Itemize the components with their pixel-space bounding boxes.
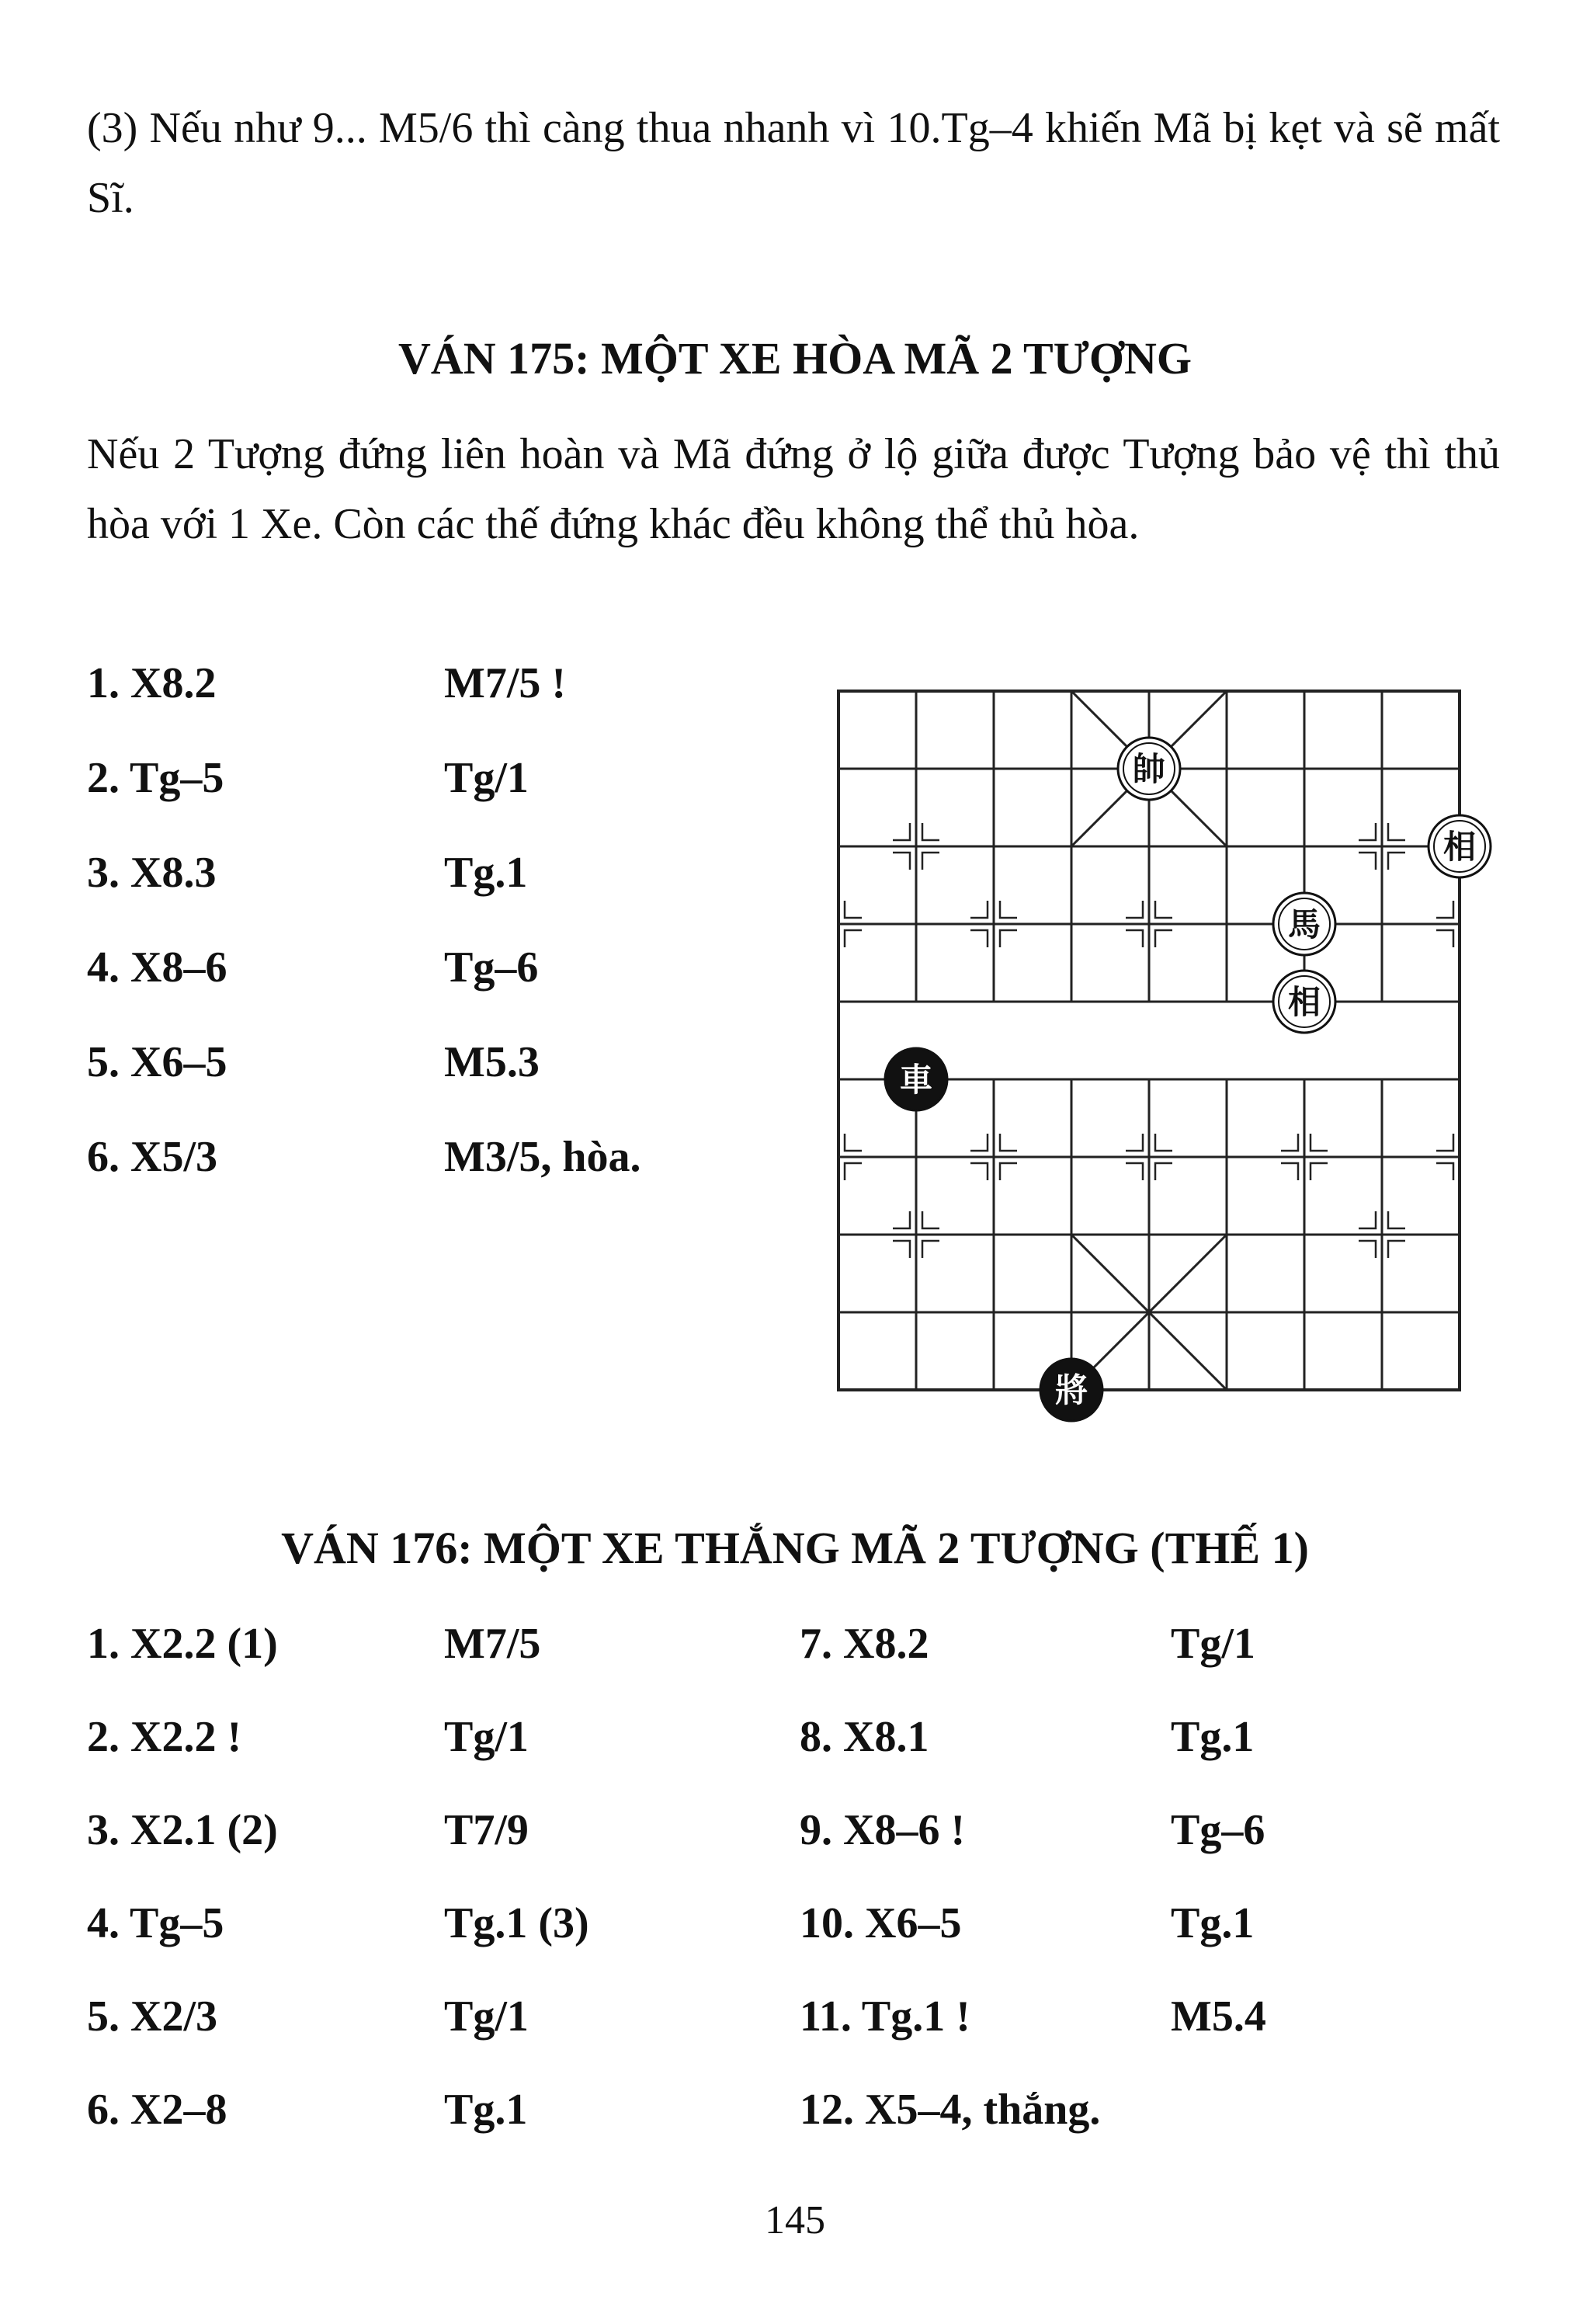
position-marker [1388,853,1405,870]
position-marker [970,901,988,918]
position-marker [845,1163,862,1180]
red-elephant-label: 相 [1287,983,1321,1021]
position-marker [1155,930,1172,947]
position-marker [970,1163,988,1180]
game-175-title: VÁN 175: MỘT XE HÒA MÃ 2 TƯỢNG [398,333,1192,384]
position-marker [1388,1211,1405,1228]
move-white: 5. X2/3 [87,1992,217,2041]
move-white: 6. X2–8 [87,2086,227,2134]
position-marker [1281,1163,1298,1180]
xiangqi-board [823,676,1506,1444]
position-marker [1436,930,1453,947]
position-marker [1281,1134,1298,1151]
position-marker [845,930,862,947]
game-175-description: Nếu 2 Tượng đứng liên hoàn và Mã đứng ở lộ giữa được Tượng bảo vệ thì thủ hòa với 1 Xe. Còn các thế đứng khác đều không thể thủ hòa. [87,430,1500,548]
move-white: 5. X6–5 [87,1038,227,1086]
position-marker [1000,930,1017,947]
move-black: M5.3 [444,1038,540,1086]
position-marker [1126,930,1143,947]
move-white: 1. X2.2 (1) [87,1620,278,1668]
position-marker [970,930,988,947]
move-black: Tg.1 [444,849,528,897]
position-marker [1359,823,1376,840]
position-marker [970,1134,988,1151]
position-marker [893,1241,910,1258]
position-marker [1359,853,1376,870]
move-black: Tg.1 [1171,1713,1255,1761]
position-marker [845,901,862,918]
move-white: 6. X5/3 [87,1133,217,1181]
move-black: Tg/1 [444,1992,529,2041]
position-marker [922,1241,939,1258]
move-white: 7. X8.2 [800,1620,929,1668]
position-marker [1000,1163,1017,1180]
position-marker [1000,901,1017,918]
move-black: M3/5, hòa. [444,1133,641,1181]
move-black: M5.4 [1171,1992,1266,2041]
position-marker [1155,1134,1172,1151]
move-black: Tg/1 [1171,1620,1255,1668]
page-number: 145 [765,2198,825,2242]
move-black: Tg.1 [444,2086,528,2134]
move-white: 2. X2.2 ! [87,1713,242,1761]
red-general-label: 帥 [1132,750,1166,788]
position-marker [1155,901,1172,918]
red-horse-label: 馬 [1287,905,1321,943]
move-black: Tg/1 [444,1713,529,1761]
move-white: 3. X8.3 [87,849,217,897]
black-general-label: 將 [1054,1371,1088,1409]
position-marker [1359,1211,1376,1228]
black-chariot-label: 車 [899,1061,933,1099]
position-marker [1436,1134,1453,1151]
move-black: Tg–6 [444,943,539,992]
position-marker [1436,901,1453,918]
game-176-title: VÁN 176: MỘT XE THẮNG MÃ 2 TƯỢNG (THẾ 1) [281,1523,1309,1573]
move-white: 12. X5–4, thắng. [800,2086,1101,2134]
intro-note: (3) Nếu như 9... M5/6 thì càng thua nhanh vì 10.Tg–4 khiến Mã bị kẹt và sẽ mất Sĩ. [87,104,1500,222]
position-marker [893,853,910,870]
move-white: 9. X8–6 ! [800,1806,966,1854]
move-white: 2. Tg–5 [87,754,224,802]
move-white: 3. X2.1 (2) [87,1806,278,1854]
move-black: T7/9 [444,1806,529,1854]
position-marker [1311,1163,1328,1180]
move-black: Tg.1 (3) [444,1899,589,1947]
move-black: M7/5 ! [444,659,567,707]
red-elephant-label: 相 [1442,828,1477,866]
move-black: M7/5 [444,1620,541,1668]
move-white: 4. Tg–5 [87,1899,224,1947]
position-marker [845,1134,862,1151]
position-marker [1126,1163,1143,1180]
move-black: Tg.1 [1171,1899,1255,1947]
position-marker [893,1211,910,1228]
position-marker [922,853,939,870]
position-marker [1000,1134,1017,1151]
move-white: 10. X6–5 [800,1899,962,1947]
position-marker [1436,1163,1453,1180]
position-marker [922,1211,939,1228]
move-white: 4. X8–6 [87,943,227,992]
position-marker [1359,1241,1376,1258]
move-black: Tg–6 [1171,1806,1265,1854]
move-white: 11. Tg.1 ! [800,1992,970,2041]
position-marker [1155,1163,1172,1180]
position-marker [1126,901,1143,918]
position-marker [1388,823,1405,840]
position-marker [893,823,910,840]
position-marker [1126,1134,1143,1151]
position-marker [1311,1134,1328,1151]
position-marker [922,823,939,840]
move-white: 1. X8.2 [87,659,217,707]
move-white: 8. X8.1 [800,1713,929,1761]
move-black: Tg/1 [444,754,529,802]
position-marker [1388,1241,1405,1258]
